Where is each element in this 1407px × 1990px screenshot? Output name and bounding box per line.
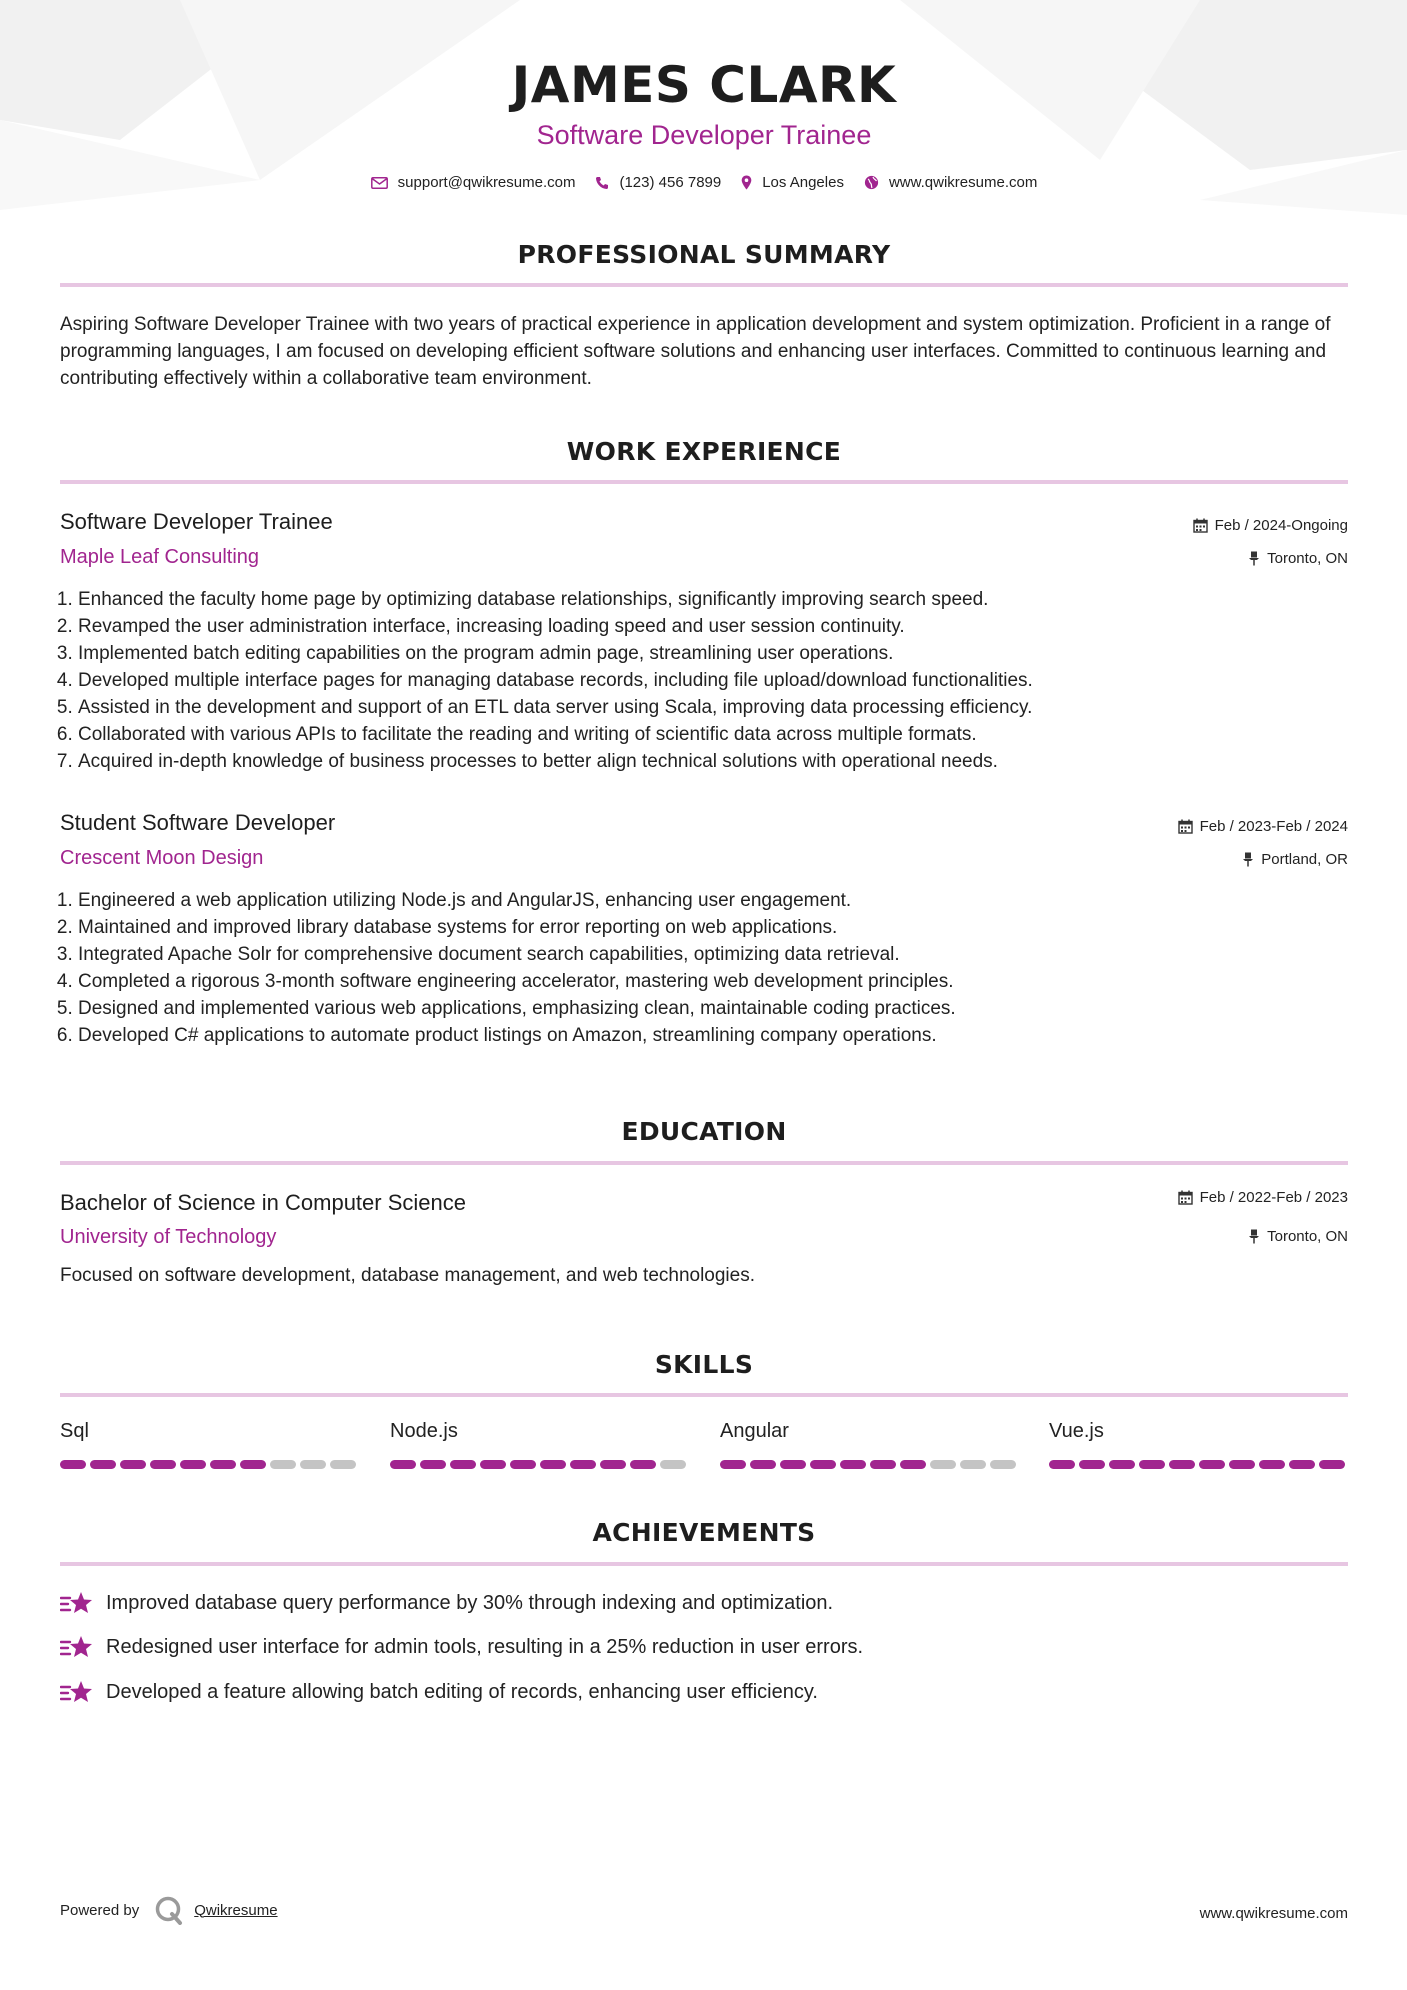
skill-dot-filled xyxy=(1139,1460,1165,1469)
map-pin-icon xyxy=(741,175,752,190)
skill-dot-filled xyxy=(1199,1460,1225,1469)
skill-dot-filled xyxy=(1049,1460,1075,1469)
skill-dot-filled xyxy=(1289,1460,1315,1469)
shooting-star-icon xyxy=(60,1634,94,1660)
education-heading: EDUCATION xyxy=(621,1117,787,1146)
candidate-name: JAMES CLARK xyxy=(511,56,897,114)
skill-dot-empty xyxy=(660,1460,686,1469)
contact-bar xyxy=(60,174,1348,191)
phone-icon xyxy=(595,176,609,190)
education-dates-text: Feb / 2022-Feb / 2023 xyxy=(1199,1189,1348,1206)
skill-dot-filled xyxy=(510,1460,536,1469)
job-location xyxy=(1248,550,1348,567)
achievement-item xyxy=(60,1590,833,1616)
skill-dot-empty xyxy=(960,1460,986,1469)
summary-text: Aspiring Software Developer Trainee with two years of practical experience in application development and system optimization. Proficient in a range of programming languages, I am focused on developing efficient software solutions and enhancing user interfaces. Committed to continuous learning and contributing effectively within a collaborative team environment. xyxy=(60,314,1331,389)
calendar-icon xyxy=(1178,1190,1193,1205)
skill-dot-filled xyxy=(1319,1460,1345,1469)
list-item: 5. Assisted in the development and support of an ETL data server using Scala, improving data processing efficiency. xyxy=(78,694,1348,721)
job-location-text: Portland, OR xyxy=(1261,851,1348,868)
job-title: Student Software Developer xyxy=(60,810,336,835)
job-responsibilities xyxy=(60,586,1348,775)
achievement-item xyxy=(60,1679,818,1705)
list-item: 2. Maintained and improved library database systems for error reporting on web applications. xyxy=(78,914,1348,941)
job-dates-text: Feb / 2024-Ongoing xyxy=(1214,517,1348,534)
skill-dot-filled xyxy=(540,1460,566,1469)
skill-name: Angular xyxy=(720,1420,789,1442)
skill-dot-filled xyxy=(150,1460,176,1469)
skill-level-meter xyxy=(720,1460,1020,1469)
job-title: Software Developer Trainee xyxy=(60,509,333,534)
skill-dot-filled xyxy=(390,1460,416,1469)
skill-dot-filled xyxy=(180,1460,206,1469)
list-item: 1. Engineered a web application utilizing Node.js and AngularJS, enhancing user engagement. xyxy=(78,887,1348,914)
degree-title: Bachelor of Science in Computer Science xyxy=(60,1190,466,1215)
shooting-star-icon xyxy=(60,1679,94,1705)
shooting-star-icon xyxy=(60,1590,94,1616)
skill-dot-filled xyxy=(570,1460,596,1469)
skill-level-meter xyxy=(1049,1460,1349,1469)
skill-dot-empty xyxy=(270,1460,296,1469)
skill-item xyxy=(1049,1420,1349,1469)
skill-dot-empty xyxy=(990,1460,1016,1469)
calendar-icon xyxy=(1193,518,1208,533)
list-item: 4. Developed multiple interface pages for managing database records, including file upload/download functionalities. xyxy=(78,667,1348,694)
skill-dot-filled xyxy=(1169,1460,1195,1469)
company-name: Maple Leaf Consulting xyxy=(60,546,260,568)
skill-dot-filled xyxy=(240,1460,266,1469)
job-dates-text: Feb / 2023-Feb / 2024 xyxy=(1199,818,1348,835)
email-text: support@qwikresume.com xyxy=(397,174,576,191)
list-item: 6. Developed C# applications to automate product listings on Amazon, streamlining company operations. xyxy=(78,1022,1348,1049)
job-dates xyxy=(1178,818,1348,835)
skill-item xyxy=(720,1420,1020,1469)
envelope-icon xyxy=(371,177,388,189)
skill-level-meter xyxy=(60,1460,360,1469)
location-text: Los Angeles xyxy=(762,174,844,191)
list-item: 5. Designed and implemented various web applications, emphasizing clean, maintainable coding practices. xyxy=(78,995,1348,1022)
list-item: 3. Implemented batch editing capabilities on the program admin page, streamlining user operations. xyxy=(78,640,1348,667)
skills-divider xyxy=(60,1393,1348,1397)
job-dates xyxy=(1193,517,1348,534)
powered-by-label: Powered by xyxy=(60,1901,140,1919)
skill-dot-filled xyxy=(420,1460,446,1469)
website-text: www.qwikresume.com xyxy=(888,174,1038,191)
skill-dot-filled xyxy=(1079,1460,1105,1469)
experience-divider xyxy=(60,480,1348,484)
skill-dot-filled xyxy=(900,1460,926,1469)
summary-divider xyxy=(60,283,1348,287)
qwikresume-logo-icon xyxy=(154,1895,184,1925)
footer-branding xyxy=(60,1895,278,1925)
skill-dot-filled xyxy=(90,1460,116,1469)
education-description: Focused on software development, database management, and web technologies. xyxy=(60,1265,756,1286)
skill-dot-filled xyxy=(60,1460,86,1469)
job-responsibilities xyxy=(60,887,1348,1049)
skill-dot-filled xyxy=(810,1460,836,1469)
job-location-text: Toronto, ON xyxy=(1267,550,1348,567)
skills-heading: SKILLS xyxy=(654,1350,754,1379)
contact-email[interactable] xyxy=(371,174,576,191)
skill-level-meter xyxy=(390,1460,690,1469)
achievement-item xyxy=(60,1634,863,1660)
globe-icon xyxy=(864,175,879,190)
list-item: 4. Completed a rigorous 3-month software engineering accelerator, mastering web development principles. xyxy=(78,968,1348,995)
skill-name: Sql xyxy=(60,1420,89,1442)
education-dates xyxy=(1178,1189,1348,1206)
pushpin-icon xyxy=(1248,1229,1260,1244)
education-location xyxy=(1248,1228,1348,1245)
job-location xyxy=(1242,851,1348,868)
skill-dot-filled xyxy=(1109,1460,1135,1469)
skill-dot-filled xyxy=(780,1460,806,1469)
list-item: 6. Collaborated with various APIs to facilitate the reading and writing of scientific data across multiple formats. xyxy=(78,721,1348,748)
skill-dot-empty xyxy=(300,1460,326,1469)
candidate-role: Software Developer Trainee xyxy=(536,120,872,150)
list-item: 2. Revamped the user administration interface, increasing loading speed and user session continuity. xyxy=(78,613,1348,640)
skill-dot-filled xyxy=(870,1460,896,1469)
skill-dot-filled xyxy=(720,1460,746,1469)
experience-heading: WORK EXPERIENCE xyxy=(566,437,842,466)
achievements-divider xyxy=(60,1562,1348,1566)
skill-dot-empty xyxy=(330,1460,356,1469)
skill-dot-filled xyxy=(210,1460,236,1469)
skill-dot-filled xyxy=(120,1460,146,1469)
calendar-icon xyxy=(1178,819,1193,834)
footer-website[interactable]: www.qwikresume.com xyxy=(1199,1905,1348,1922)
skill-dot-filled xyxy=(450,1460,476,1469)
skill-dot-empty xyxy=(930,1460,956,1469)
contact-phone[interactable] xyxy=(595,174,721,191)
summary-heading: PROFESSIONAL SUMMARY xyxy=(517,240,891,269)
pushpin-icon xyxy=(1248,551,1260,566)
contact-location xyxy=(741,174,844,191)
skill-item xyxy=(390,1420,690,1469)
achievement-text: Developed a feature allowing batch editing of records, enhancing user efficiency. xyxy=(106,1680,818,1703)
skill-dot-filled xyxy=(1259,1460,1285,1469)
skill-dot-filled xyxy=(750,1460,776,1469)
list-item: 7. Acquired in-depth knowledge of business processes to better align technical solutions with operational needs. xyxy=(78,748,1348,775)
company-name: Crescent Moon Design xyxy=(60,847,264,869)
education-location-text: Toronto, ON xyxy=(1267,1228,1348,1245)
achievements-heading: ACHIEVEMENTS xyxy=(592,1518,816,1547)
school-name: University of Technology xyxy=(60,1226,277,1248)
contact-website[interactable] xyxy=(864,174,1037,191)
pushpin-icon xyxy=(1242,852,1254,867)
achievement-text: Improved database query performance by 30% through indexing and optimization. xyxy=(106,1591,834,1614)
skill-dot-filled xyxy=(480,1460,506,1469)
achievement-text: Redesigned user interface for admin tools, resulting in a 25% reduction in user errors. xyxy=(106,1635,864,1658)
skill-dot-filled xyxy=(1229,1460,1255,1469)
skill-dot-filled xyxy=(600,1460,626,1469)
list-item: 1. Enhanced the faculty home page by optimizing database relationships, significantly improving search speed. xyxy=(78,586,1348,613)
skill-item xyxy=(60,1420,360,1469)
skill-dot-filled xyxy=(630,1460,656,1469)
qwikresume-link[interactable]: Qwikresume xyxy=(194,1901,278,1919)
skill-dot-filled xyxy=(840,1460,866,1469)
skill-name: Node.js xyxy=(390,1420,458,1442)
skill-name: Vue.js xyxy=(1049,1420,1104,1442)
list-item: 3. Integrated Apache Solr for comprehensive document search capabilities, optimizing data retrieval. xyxy=(78,941,1348,968)
education-divider xyxy=(60,1161,1348,1165)
phone-text: (123) 456 7899 xyxy=(619,174,722,191)
